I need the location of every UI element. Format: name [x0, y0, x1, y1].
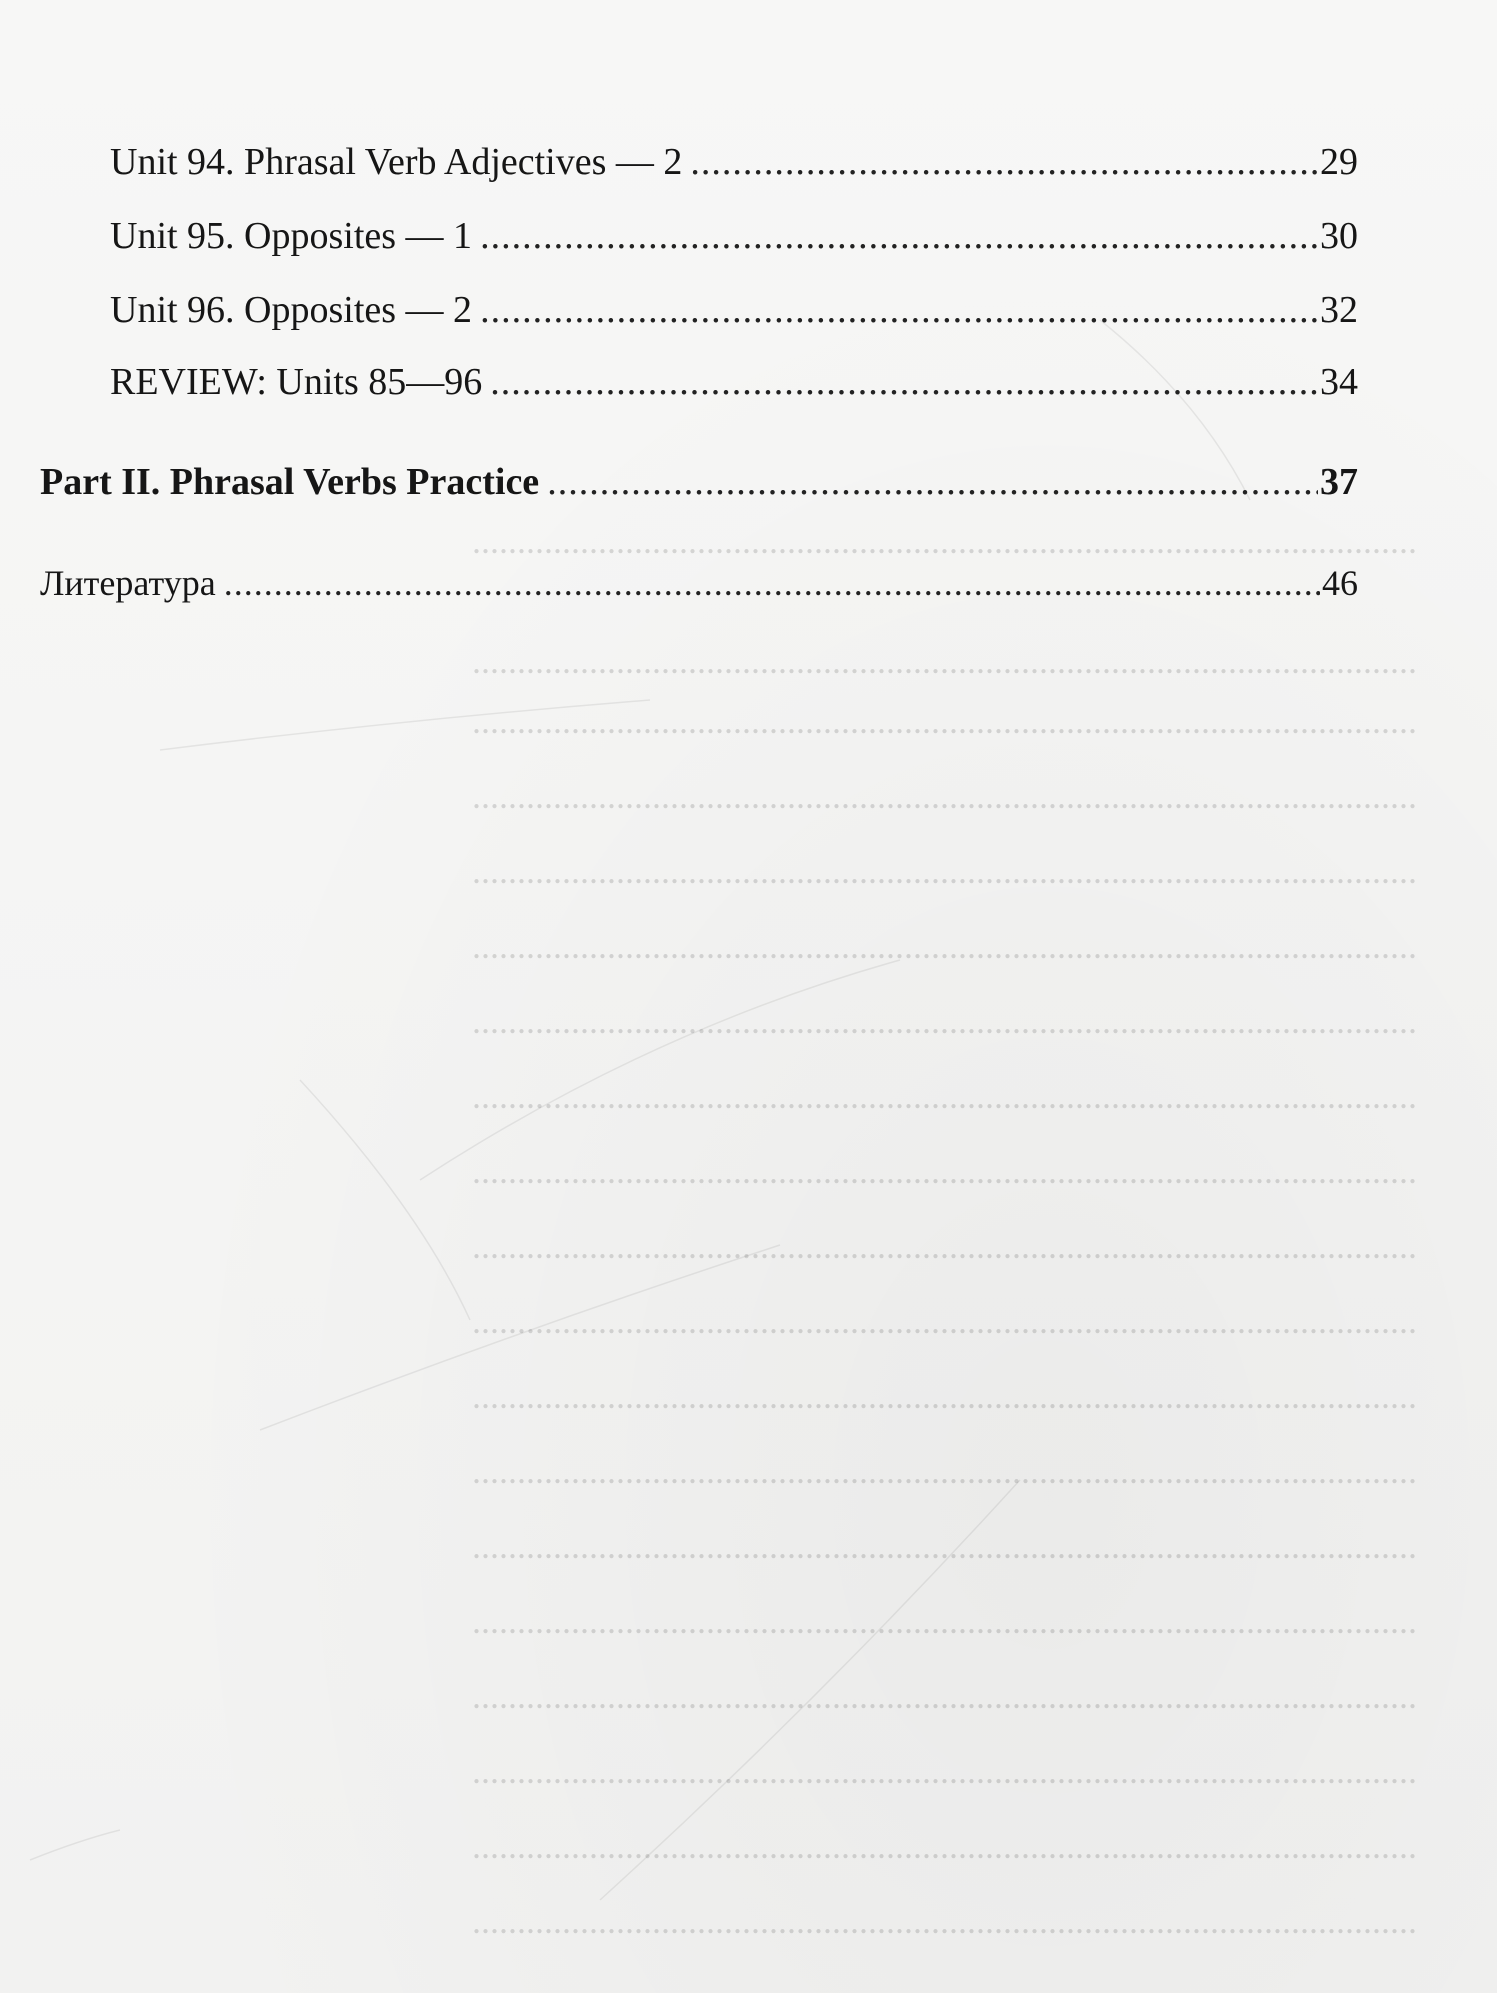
toc-entry-page-number: 29 — [1320, 141, 1358, 183]
bleed-line: ......................................................................................................... — [472, 851, 1417, 891]
bleed-line: ......................................................................................................... — [472, 1226, 1417, 1266]
dot-leader — [224, 562, 1320, 604]
bleed-line: ......................................................................................................... — [472, 1826, 1417, 1866]
toc-entry-page-number: 37 — [1320, 461, 1358, 503]
bleed-line: ......................................................................................................... — [472, 1076, 1417, 1116]
toc-entry-literature[interactable] — [40, 562, 1358, 610]
toc-entry-unit-96[interactable] — [110, 288, 1358, 336]
bleed-line: ......................................................................................................... — [472, 1526, 1417, 1566]
bleed-line: ......................................................................................................... — [472, 1751, 1417, 1791]
dot-leader — [547, 460, 1318, 504]
toc-entry-title: Unit 95. Opposites — 1 — [110, 215, 473, 257]
toc-entry-title: REVIEW: Units 85—96 — [110, 361, 483, 403]
bleed-line: ......................................................................................................... — [472, 641, 1417, 681]
toc-entry-part-2[interactable] — [40, 460, 1358, 508]
dot-leader — [480, 214, 1318, 258]
toc-entry-title: Литература — [40, 563, 216, 603]
bleed-line: ......................................................................................................... — [472, 701, 1417, 741]
bleed-line: ......................................................................................................... — [472, 521, 1417, 561]
bleed-line: ......................................................................................................... — [472, 1376, 1417, 1416]
toc-entry-unit-95[interactable] — [110, 214, 1358, 262]
dot-leader — [690, 140, 1318, 184]
toc-entry-title: Unit 96. Opposites — 2 — [110, 289, 473, 331]
bleed-line: ......................................................................................................... — [472, 1301, 1417, 1341]
toc-entry-page-number: 34 — [1320, 361, 1358, 403]
bleed-line: ......................................................................................................... — [472, 1001, 1417, 1041]
toc-entry-page-number: 32 — [1320, 289, 1358, 331]
toc-entry-page-number: 30 — [1320, 215, 1358, 257]
toc-entry-page-number: 46 — [1322, 563, 1358, 603]
toc-part-title: Part II. Phrasal Verbs Practice — [40, 461, 540, 503]
bleed-line: ......................................................................................................... — [472, 1676, 1417, 1716]
bleed-line: ......................................................................................................... — [472, 1901, 1417, 1941]
dot-leader — [480, 288, 1318, 332]
bleed-line: ......................................................................................................... — [472, 926, 1417, 966]
bleed-line: ......................................................................................................... — [472, 776, 1417, 816]
bleed-line: ......................................................................................................... — [472, 1601, 1417, 1641]
dot-leader — [490, 360, 1318, 404]
toc-entry-unit-94[interactable] — [110, 140, 1358, 188]
bleed-line: ......................................................................................................... — [472, 1151, 1417, 1191]
bleed-line: ......................................................................................................... — [472, 1451, 1417, 1491]
toc-entry-title: Unit 94. Phrasal Verb Adjectives — 2 — [110, 141, 683, 183]
toc-entry-review[interactable] — [110, 360, 1358, 408]
